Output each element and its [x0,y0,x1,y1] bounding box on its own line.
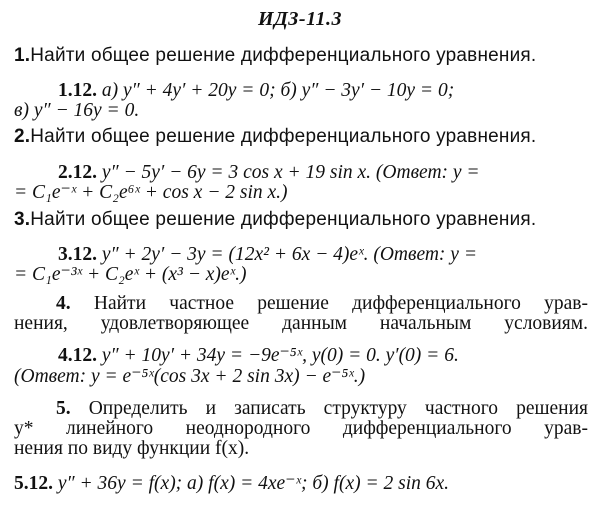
task-2-equation [58,162,588,184]
document-title: ИДЗ-11.3 [258,8,342,30]
task-2-heading [14,126,588,148]
equation-text: в) y″ − 16y = 0. [14,100,140,121]
task-5-text-line-3 [14,438,588,460]
answer-text: (Ответ: y = e⁻⁵ˣ(cos 3x + 2 sin 3x) − e⁻⁵ˣ.) [14,366,366,387]
task-number: 1. [14,45,31,66]
equation-text: y″ + 2y′ − 3y = (12x² + 6x − 4)eˣ. (Ответ: y = [97,244,477,265]
answer-text: = C₁e⁻ˣ + C₂e⁶ˣ + cos x − 2 sin x.) [14,182,288,203]
task-2-answer [14,182,588,204]
task-number: 4. [56,293,71,314]
equation-text: y″ + 10y′ + 34y = −9e⁻⁵ˣ, y(0) = 0. y′(0) = 6. [97,345,459,366]
task-1-equations [58,80,588,102]
equation-text: а) y″ + 4y′ + 20y = 0; б) y″ − 3y′ − 10y = 0; [97,80,455,101]
task-number: 3.12. [58,244,97,265]
task-4-equation [58,345,588,367]
task-5-equation [14,473,588,495]
task-5-text-line-2 [14,418,588,440]
equation-text: y″ − 5y′ − 6y = 3 cos x + 19 sin x. (Ответ: y = [97,162,480,183]
task-text: Найти общее решение дифференциального уравнения. [30,45,537,66]
answer-text: = C₁e⁻³ˣ + C₂eˣ + (x³ − x)eˣ.) [14,264,247,285]
task-number: 5. [56,398,71,419]
task-text: нения, удовлетворяющее данным начальным условиям. [14,313,588,334]
task-4-text-line-1 [56,293,588,315]
task-text: Найти общее решение дифференциального уравнения. [30,209,537,230]
task-4-text-line-2 [14,313,588,335]
task-number: 4.12. [58,345,97,366]
task-number: 3. [14,209,31,230]
task-text: y* линейного неоднородного дифференциального урав- [14,418,588,439]
task-text: Определить и записать структуру частного решения [70,398,588,419]
task-number: 2.12. [58,162,97,183]
equation-text: y″ + 36y = f(x); а) f(x) = 4xe⁻ˣ; б) f(x) = 2 sin 6x. [53,473,450,494]
task-1-heading [14,45,588,67]
task-4-answer [14,366,588,388]
task-text: Найти общее решение дифференциального уравнения. [30,126,537,147]
task-text: нения по виду функции f(x). [14,438,250,459]
task-number: 2. [14,126,31,147]
task-3-answer [14,264,588,286]
task-number: 1.12. [58,80,97,101]
task-3-equation [58,244,588,266]
task-3-heading [14,209,588,231]
task-number: 5.12. [14,473,53,494]
task-5-text-line-1 [56,398,588,420]
task-text: Найти частное решение дифференциального урав- [70,293,588,314]
task-1-equation-c [14,100,588,122]
